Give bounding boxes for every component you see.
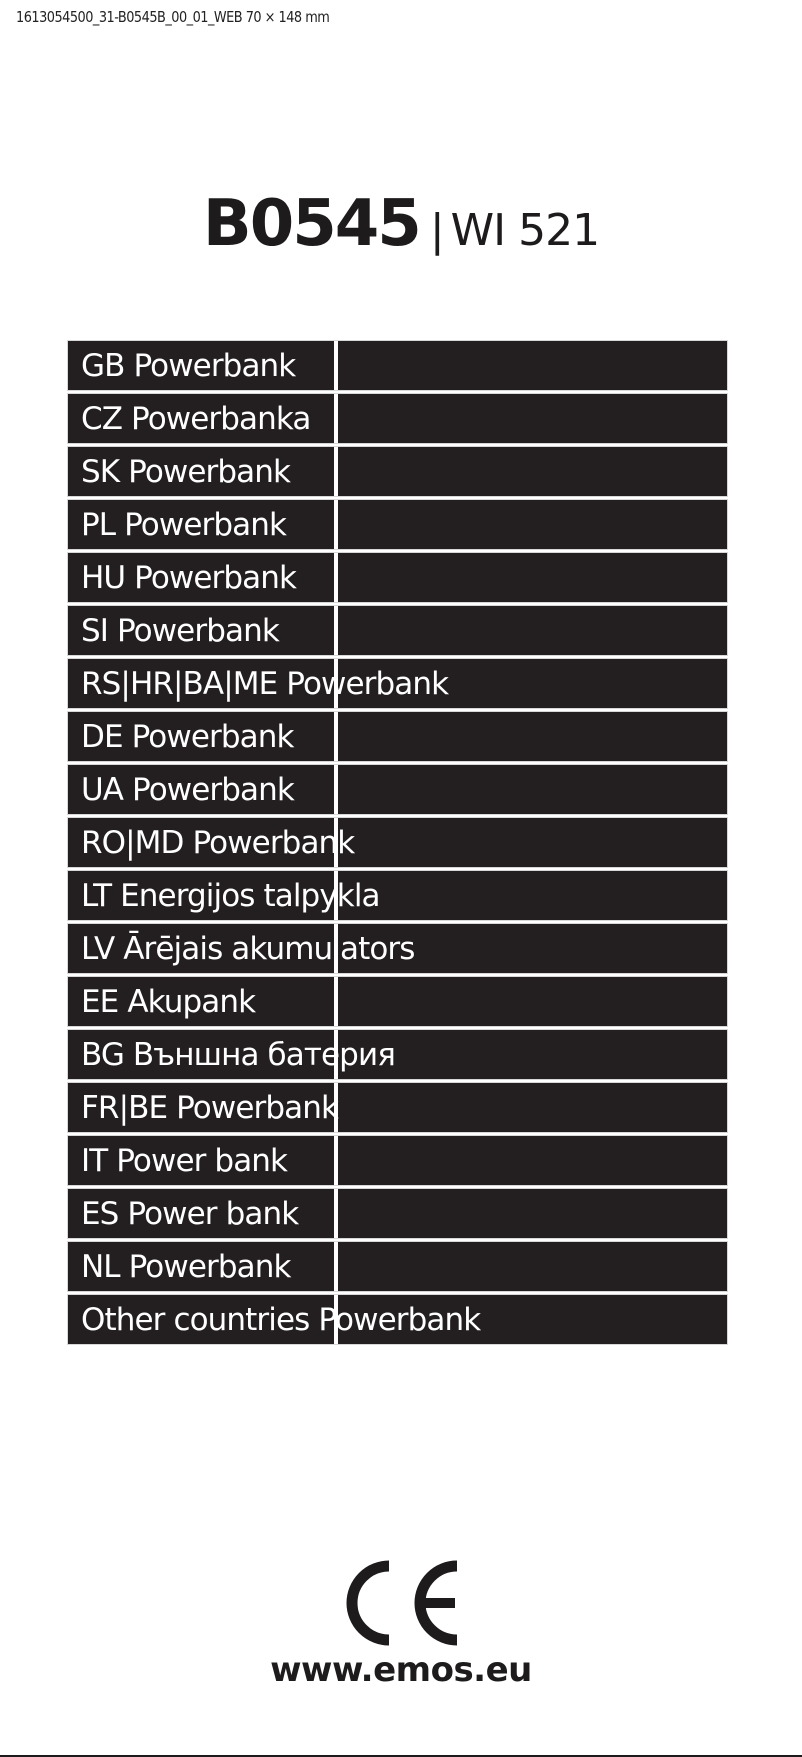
language-label: CZ Powerbanka: [81, 401, 311, 437]
language-label: FR|BE Powerbank: [81, 1090, 339, 1126]
table-row: [68, 341, 727, 390]
language-label: BG Външна батерия: [81, 1037, 395, 1073]
language-label: HU Powerbank: [81, 560, 297, 596]
column-divider: [334, 712, 338, 761]
table-row: [68, 1083, 727, 1132]
title-separator: |: [429, 205, 445, 256]
language-label: IT Power bank: [81, 1143, 288, 1179]
language-label: EE Akupank: [81, 984, 256, 1020]
table-row: [68, 765, 727, 814]
website-url: www.emos.eu: [270, 1650, 532, 1690]
column-divider: [334, 341, 338, 390]
table-row: [68, 924, 727, 973]
file-label: 1613054500_31-B0545B_00_01_WEB 70 × 148 mm: [16, 8, 330, 26]
table-row: [68, 977, 727, 1026]
table-row: [68, 553, 727, 602]
table-row: [68, 871, 727, 920]
ce-mark-icon: [333, 1558, 463, 1648]
table-row: [68, 818, 727, 867]
language-label: Other countries Powerbank: [81, 1302, 481, 1338]
language-label: GB Powerbank: [81, 348, 296, 384]
language-label: RO|MD Powerbank: [81, 825, 355, 861]
column-divider: [334, 553, 338, 602]
language-table: [68, 341, 727, 1348]
column-divider: [334, 447, 338, 496]
model-number: WI 521: [450, 205, 600, 256]
language-label: SK Powerbank: [81, 454, 291, 490]
table-row: [68, 1030, 727, 1079]
table-row: [68, 1295, 727, 1344]
language-label: NL Powerbank: [81, 1249, 291, 1285]
language-label: UA Powerbank: [81, 772, 294, 808]
language-label: DE Powerbank: [81, 719, 294, 755]
product-title: [0, 187, 802, 261]
column-divider: [334, 977, 338, 1026]
table-row: [68, 1136, 727, 1185]
language-label: ES Power bank: [81, 1196, 299, 1232]
column-divider: [334, 500, 338, 549]
table-row: [68, 1242, 727, 1291]
language-label: LV Ārējais akumulators: [81, 931, 415, 967]
language-label: LT Energijos talpykla: [81, 878, 380, 914]
language-label: SI Powerbank: [81, 613, 279, 649]
table-row: [68, 500, 727, 549]
table-row: [68, 659, 727, 708]
column-divider: [334, 394, 338, 443]
column-divider: [334, 606, 338, 655]
table-row: [68, 606, 727, 655]
language-label: PL Powerbank: [81, 507, 287, 543]
table-row: [68, 1189, 727, 1238]
column-divider: [334, 1189, 338, 1238]
table-row: [68, 712, 727, 761]
column-divider: [334, 765, 338, 814]
column-divider: [334, 1136, 338, 1185]
table-row: [68, 447, 727, 496]
table-row: [68, 394, 727, 443]
column-divider: [334, 1242, 338, 1291]
language-label: RS|HR|BA|ME Powerbank: [81, 666, 449, 702]
product-code: B0545: [202, 187, 420, 261]
